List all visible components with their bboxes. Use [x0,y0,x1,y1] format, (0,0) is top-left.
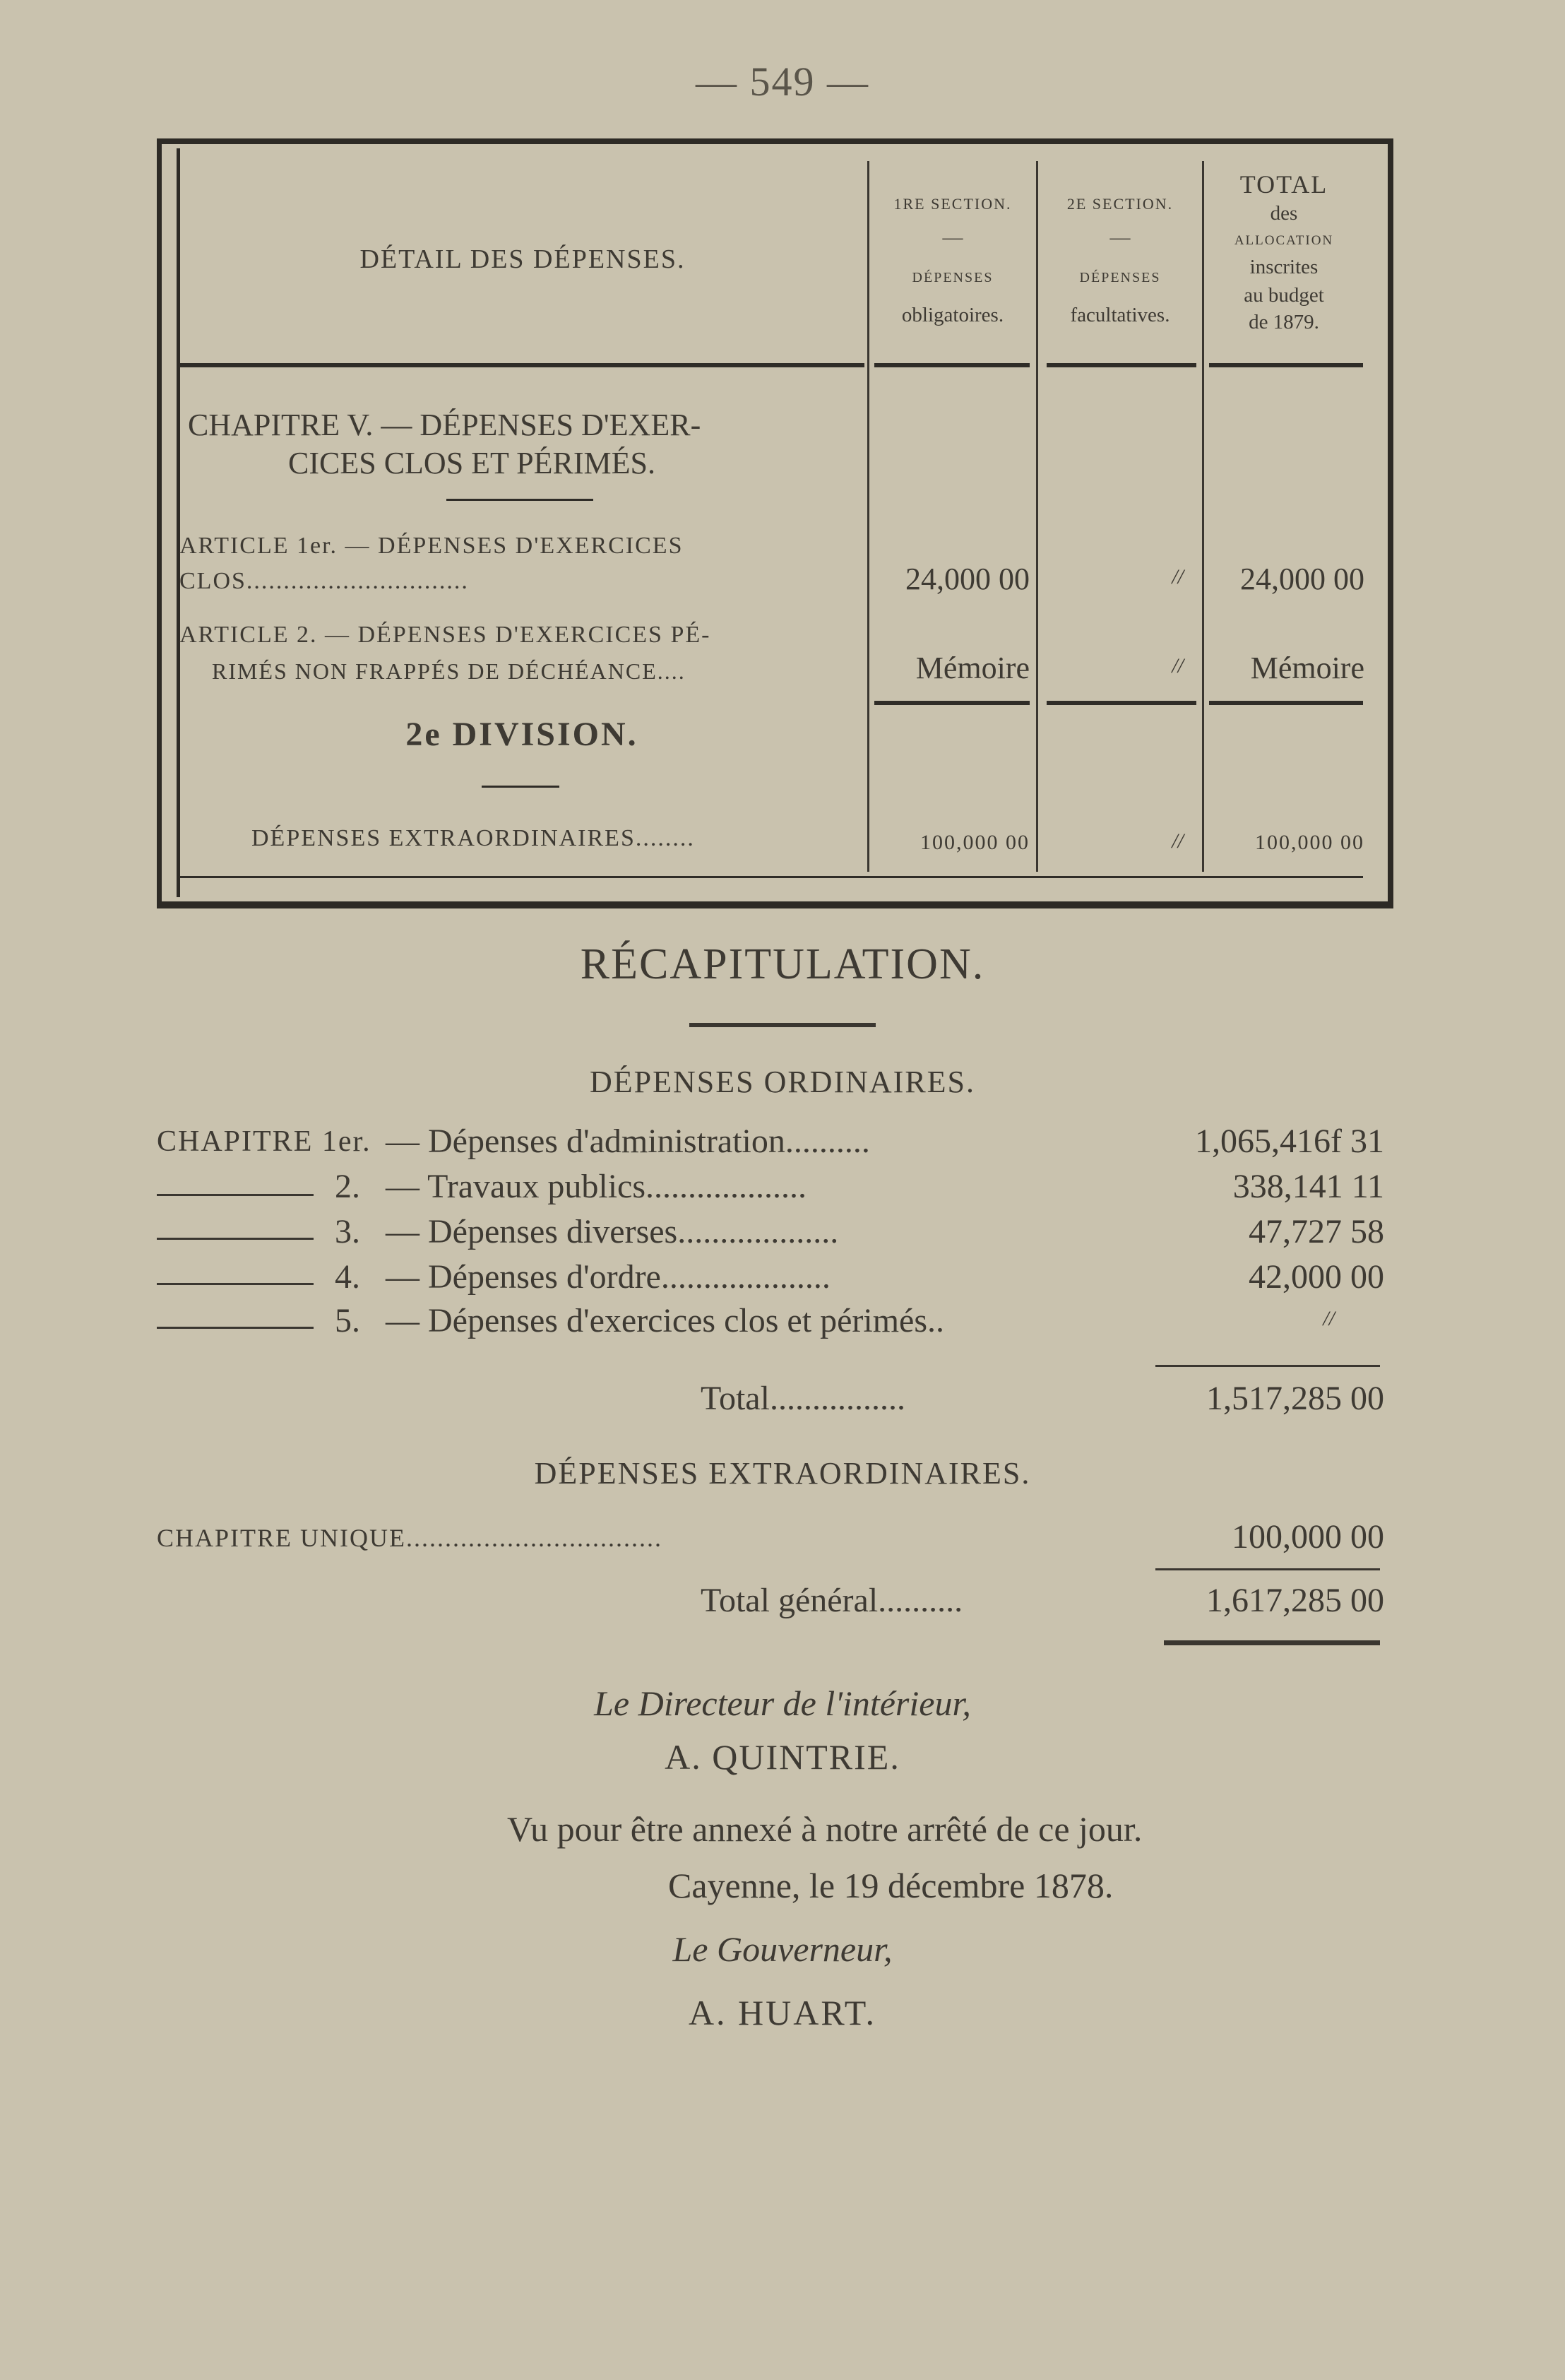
header-col1-section: 1RE SECTION. [893,195,1012,213]
recap-title: RÉCAPITULATION. [580,940,985,988]
article-1-line1: ARTICLE 1er. — DÉPENSES D'EXERCICES [179,533,684,559]
recap-line-prefix: 2. [335,1168,360,1205]
extraordinaires-facultatives: // [1172,829,1184,853]
chapter-v-line2: CICES CLOS ET PÉRIMÉS. [288,446,655,480]
footer-rule [179,876,1363,878]
recap-line-dash [157,1194,314,1196]
article-2-total: Mémoire [1250,651,1364,685]
header-col1-kind: DÉPENSES [912,270,994,285]
row-rule [1047,701,1196,705]
header-col3-year: de 1879. [1249,311,1319,333]
header-rule [1209,363,1363,367]
article-1-line2: CLOS.............................. [179,568,469,594]
article-1-total: 24,000 00 [1240,562,1364,596]
page-number: — 549 — [696,59,869,105]
article-2-line1: ARTICLE 2. — DÉPENSES D'EXERCICES PÉ- [179,622,711,648]
chapter-v-line1: CHAPITRE V. — DÉPENSES D'EXER- [188,408,701,442]
recap-line-amount: 1,065,416f 31 [1195,1123,1384,1160]
chapitre-unique-label: CHAPITRE UNIQUE................................. [157,1524,662,1552]
recap-line-amount: 338,141 11 [1232,1168,1384,1205]
table-col-divider [1036,161,1038,872]
total-general-amount: 1,617,285 00 [1206,1582,1384,1619]
header-col3-total: TOTAL [1239,170,1328,199]
recap-line-text: — Dépenses diverses................... [386,1213,839,1250]
row-rule [1209,701,1363,705]
recap-line-amount: 47,727 58 [1249,1213,1384,1250]
recap-title-rule [689,1023,876,1027]
extraordinaires-total: 100,000 00 [1255,831,1364,854]
header-col2-section: 2E SECTION. [1066,195,1174,213]
vu-line: Vu pour être annexé à notre arrêté de ce jour. [507,1809,1143,1849]
extraordinaires-label: DÉPENSES EXTRAORDINAIRES........ [251,825,695,851]
recap-line-prefix: 3. [335,1213,360,1250]
directeur-title: Le Directeur de l'intérieur, [594,1683,971,1723]
recap-line-prefix: 5. [335,1302,360,1339]
gouverneur-name: A. HUART. [688,1993,877,2032]
header-rule [179,363,864,367]
recap-line-dash [157,1283,314,1285]
recap-line-prefix: CHAPITRE 1er. [157,1125,371,1158]
total-general-double-rule [1164,1640,1380,1645]
table-col-divider [1202,161,1204,872]
header-col3-budget: au budget [1244,284,1324,307]
division-separator [482,786,559,788]
ordinaires-heading: DÉPENSES ORDINAIRES. [589,1065,976,1099]
recap-line-prefix: 4. [335,1258,360,1296]
chapitre-unique-amount: 100,000 00 [1232,1518,1384,1556]
recap-line-text: — Travaux publics................... [386,1168,807,1205]
header-detail: DÉTAIL DES DÉPENSES. [359,244,686,274]
article-2-line2: RIMÉS NON FRAPPÉS DE DÉCHÉANCE.... [212,658,686,684]
recap-line-dash [157,1327,314,1329]
article-1-facultatives: // [1172,565,1184,588]
gouverneur-title: Le Gouverneur, [672,1929,893,1969]
total-label: Total................ [701,1380,905,1417]
total-general-label: Total général.......... [701,1582,963,1619]
header-col2-desc: facultatives. [1070,304,1170,326]
header-col2-kind: DÉPENSES [1079,270,1161,285]
recap-line-text: — Dépenses d'exercices clos et périmés.. [386,1302,945,1339]
article-1-obligatoires: 24,000 00 [905,562,1030,596]
header-col1-desc: obligatoires. [901,304,1004,326]
header-rule [874,363,1030,367]
total-general-rule [1155,1568,1380,1570]
place-date: Cayenne, le 19 décembre 1878. [668,1866,1114,1905]
extraordinaires-obligatoires: 100,000 00 [920,831,1030,854]
division-heading: 2e DIVISION. [405,716,638,753]
row-rule [874,701,1030,705]
extraordinaires-heading: DÉPENSES EXTRAORDINAIRES. [534,1456,1031,1491]
recap-line-text: — Dépenses d'ordre.................... [386,1258,831,1296]
recap-line-amount: // [1323,1307,1335,1330]
header-col1-dash: — [942,226,963,249]
header-col3-des: des [1270,202,1298,225]
article-2-facultatives: // [1172,654,1184,677]
header-col3-allocation: ALLOCATION [1234,233,1334,248]
directeur-name: A. QUINTRIE. [665,1737,900,1777]
table-col-divider [867,161,869,872]
recap-line-amount: 42,000 00 [1249,1258,1384,1296]
table-col-divider [177,148,180,897]
article-2-obligatoires: Mémoire [915,651,1030,685]
recap-line-dash [157,1238,314,1240]
header-col2-dash: — [1109,226,1131,249]
header-col3-inscrites: inscrites [1249,256,1319,278]
total-amount: 1,517,285 00 [1206,1380,1384,1417]
chapter-separator [446,499,593,501]
header-rule [1047,363,1196,367]
total-rule [1155,1365,1380,1367]
recap-line-text: — Dépenses d'administration.......... [386,1123,870,1160]
